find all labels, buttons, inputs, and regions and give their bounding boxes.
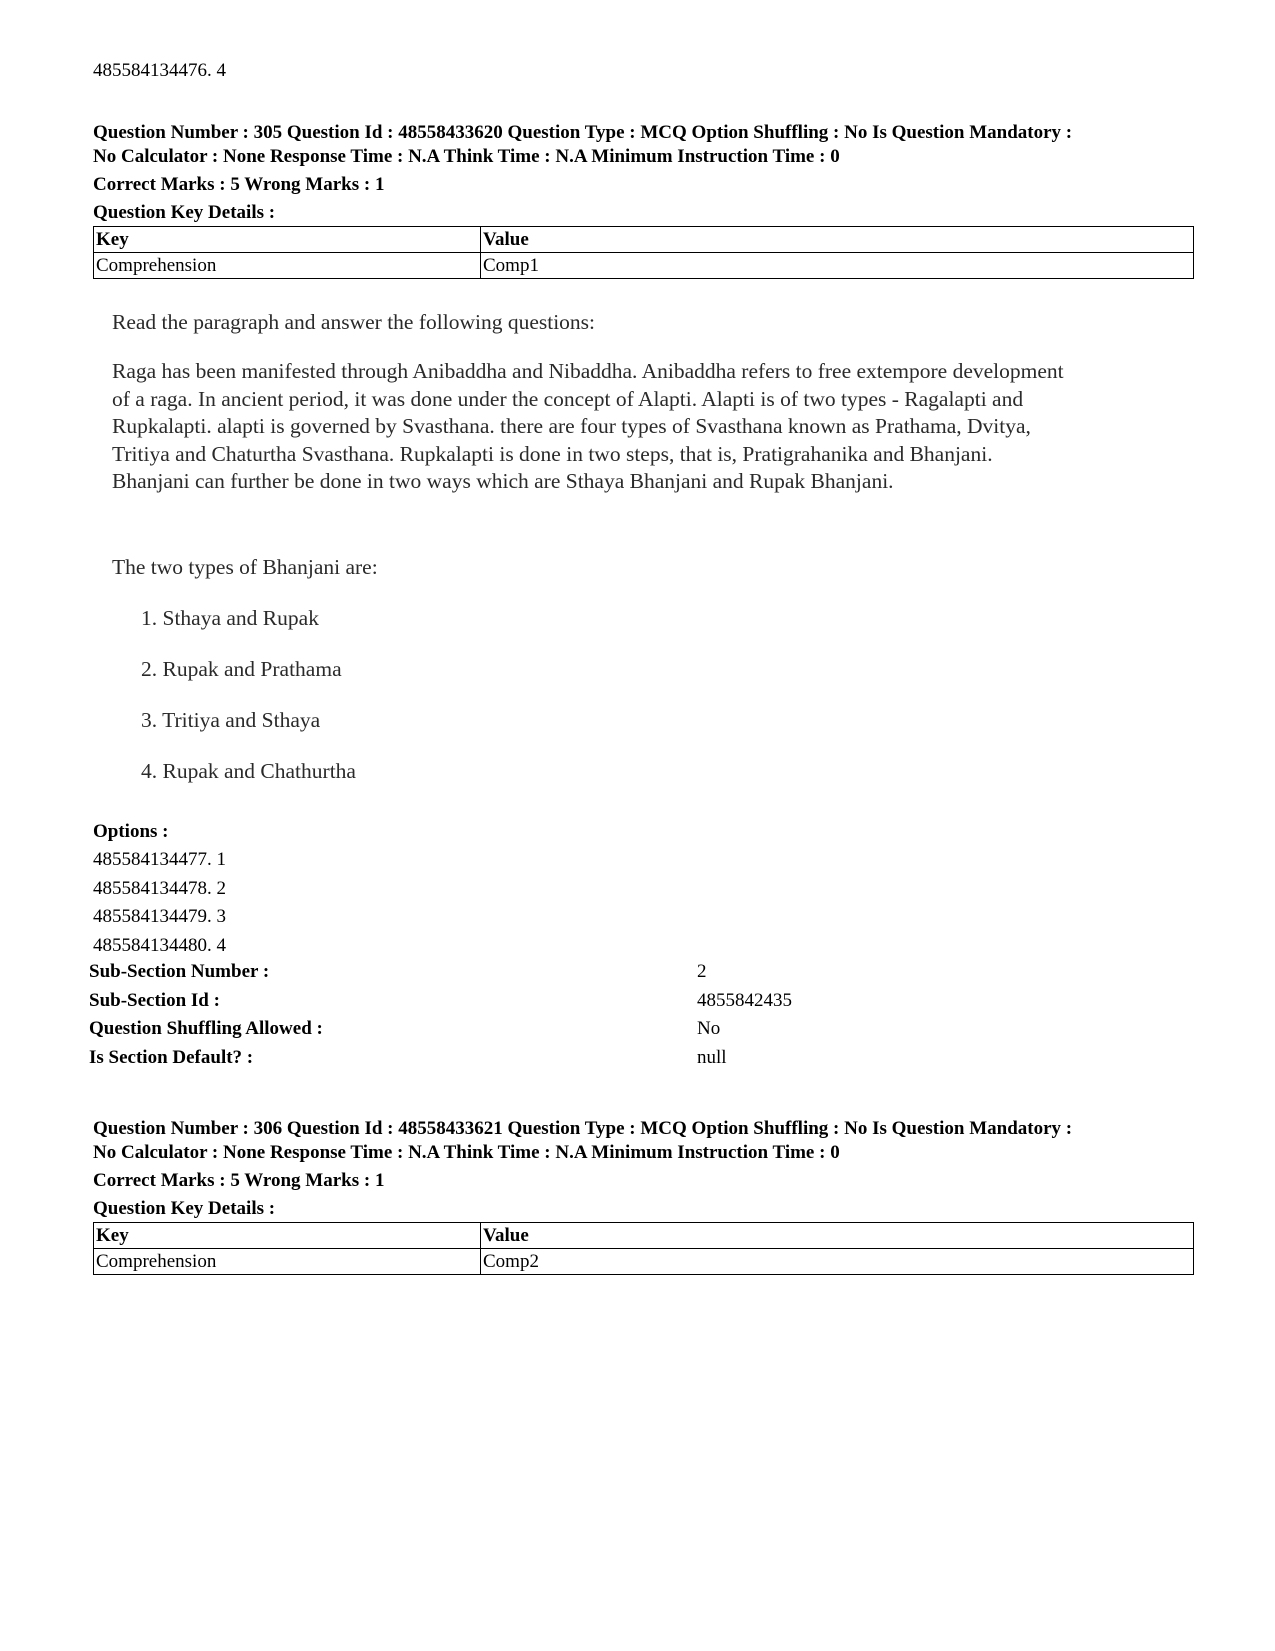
question-info-line-2: No Calculator : None Response Time : N.A Think Time : N.A Minimum Instruction Time : 0	[93, 146, 840, 167]
table-header-key: Key	[94, 1223, 481, 1249]
comprehension-paragraph	[112, 358, 1172, 496]
table-cell-value: Comp1	[481, 253, 1194, 279]
paragraph-line: of a raga. In ancient period, it was done under the concept of Alapti. Alapti is of two types - Ragalapti and	[112, 386, 1024, 411]
subsection-row	[89, 958, 989, 987]
marks-line: Correct Marks : 5 Wrong Marks : 1	[93, 174, 385, 195]
answer-choices	[112, 604, 1172, 785]
question-key-table	[93, 226, 1194, 279]
question-info-line-2: No Calculator : None Response Time : N.A Think Time : N.A Minimum Instruction Time : 0	[93, 1142, 840, 1163]
table-header-row	[94, 1223, 1194, 1249]
question-info-line-1: Question Number : 306 Question Id : 48558433621 Question Type : MCQ Option Shuffling : No Is Question Mandatory :	[93, 1118, 1073, 1139]
paragraph-line: Tritiya and Chaturtha Svasthana. Rupkalapti is done in two steps, that is, Pratigrahanika and Bhanjani.	[112, 441, 993, 466]
table-cell-value: Comp2	[481, 1249, 1194, 1275]
table-header-value: Value	[481, 227, 1194, 253]
options-title: Options :	[93, 821, 169, 842]
key-details-label: Question Key Details :	[93, 1198, 276, 1219]
key-details-label: Question Key Details :	[93, 202, 276, 223]
question-header-305	[93, 121, 1193, 225]
paragraph-line: Rupkalapti. alapti is governed by Svasthana. there are four types of Svasthana known as Prathama, Dvitya,	[112, 414, 1031, 438]
subsection-row	[89, 1044, 989, 1073]
table-header-value: Value	[481, 1223, 1194, 1249]
previous-option-line: 485584134476. 4	[93, 60, 226, 81]
table-row	[94, 253, 1194, 279]
option-item: 485584134477. 1	[93, 849, 226, 870]
subsection-row	[89, 1015, 989, 1044]
table-row	[94, 1249, 1194, 1275]
option-item: 485584134479. 3	[93, 906, 226, 927]
subsection-label: Is Section Default? :	[89, 1046, 254, 1068]
option-item: 485584134480. 4	[93, 934, 226, 956]
subsection-value: null	[697, 1046, 727, 1068]
subsection-value: No	[697, 1018, 721, 1039]
subsection-label: Sub-Section Number :	[89, 961, 270, 982]
subsection-details	[89, 958, 989, 1072]
answer-choice: 3. Tritiya and Sthaya	[141, 707, 321, 732]
marks-line: Correct Marks : 5 Wrong Marks : 1	[93, 1170, 385, 1191]
subsection-value: 2	[697, 961, 707, 982]
option-item: 485584134478. 2	[93, 877, 226, 899]
answer-choice: 4. Rupak and Chathurtha	[141, 758, 356, 783]
answer-choice: 2. Rupak and Prathama	[141, 656, 342, 681]
comprehension-image	[112, 308, 1172, 785]
question-stem: The two types of Bhanjani are:	[112, 554, 378, 579]
subsection-label: Sub-Section Id :	[89, 989, 220, 1011]
table-cell-key: Comprehension	[94, 1249, 481, 1275]
table-cell-key: Comprehension	[94, 253, 481, 279]
question-info-line-1: Question Number : 305 Question Id : 48558433620 Question Type : MCQ Option Shuffling : No Is Question Mandatory :	[93, 122, 1073, 143]
answer-choice: 1. Sthaya and Rupak	[141, 605, 319, 630]
paragraph-line: Bhanjani can further be done in two ways which are Sthaya Bhanjani and Rupak Bhanjani.	[112, 469, 894, 493]
subsection-row	[89, 987, 989, 1016]
question-header-306	[93, 1117, 1193, 1221]
question-key-table	[93, 1222, 1194, 1275]
subsection-label: Question Shuffling Allowed :	[89, 1018, 323, 1039]
options-section	[93, 818, 226, 960]
table-header-row	[94, 227, 1194, 253]
subsection-value: 4855842435	[697, 989, 792, 1011]
paragraph-line: Raga has been manifested through Anibaddha and Nibaddha. Anibaddha refers to free extempore development	[112, 359, 1064, 383]
comprehension-instruction: Read the paragraph and answer the following questions:	[112, 310, 596, 334]
table-header-key: Key	[94, 227, 481, 253]
